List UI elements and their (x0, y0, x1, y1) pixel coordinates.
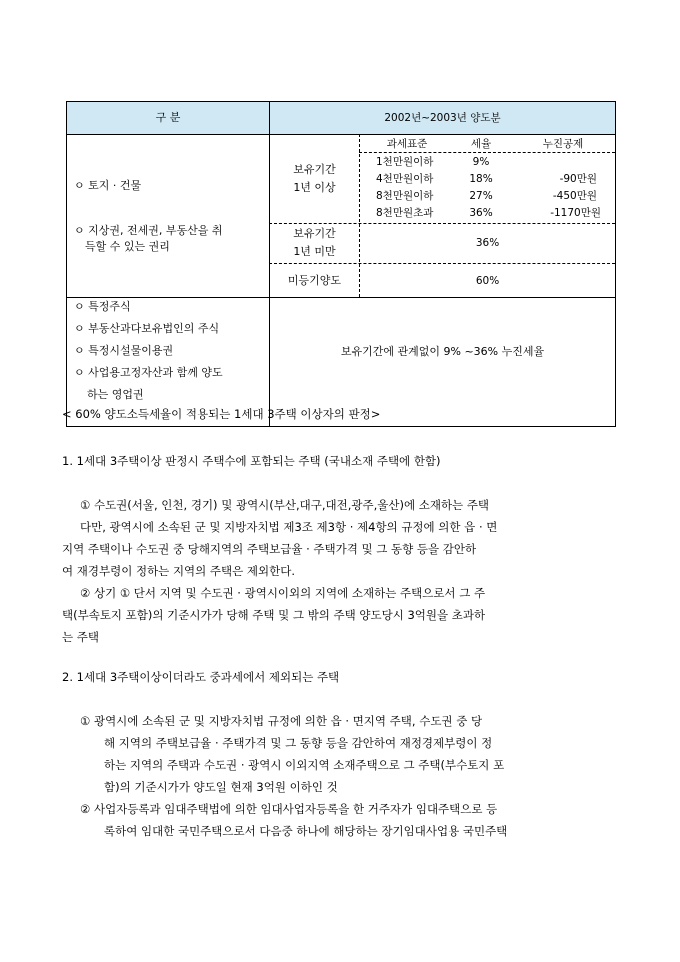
section-1-para-3-line1: ② 상기 ① 단서 지역 및 수도권 · 광역시이외의 지역에 소재하는 주택으로서 그 주 (80, 586, 486, 600)
header-category: 구 분 (155, 111, 181, 124)
section-2-para-1-line4: 함)의 기준시가가 양도일 현재 3억원 이하인 것 (104, 780, 338, 794)
divider (269, 102, 270, 426)
rate-row-base: 4천만원이하 (376, 173, 434, 185)
rate-header-deduction: 누진공제 (542, 138, 584, 150)
section-1-para-1: ① 수도권(서울, 인천, 경기) 및 광역시(부산,대구,대전,광주,울산)에 소재하는 주택 (80, 498, 490, 512)
rate-row-rate: 27% (469, 190, 493, 202)
dashed-divider (359, 152, 615, 153)
rate-row-rate: 9% (472, 156, 490, 168)
tax-rate-table (66, 101, 616, 427)
section-1-para-3-line2: 택(부속토지 포함)의 기준시가가 당해 주택 및 그 밖의 주택 양도당시 3억원을 초과하 (62, 608, 486, 622)
rate-header-base: 과세표준 (386, 138, 428, 150)
section-1-para-2-line3: 여 재경부령이 정하는 지역의 주택은 제외한다. (62, 564, 296, 578)
dashed-divider (269, 223, 615, 224)
section-1-para-2-line2: 지역 주택이나 수도권 중 당해지역의 주택보급율 · 주택가격 및 그 동향 등을 감안하 (62, 542, 477, 556)
rate-row-base: 8천만원이하 (376, 190, 434, 202)
period-long-line1: 보유기간 (293, 163, 336, 176)
item-rights-line1: ㅇ 지상권, 전세권, 부동산을 취 (74, 224, 223, 237)
rate-row-rate: 36% (469, 207, 493, 219)
table-caption: < 60% 양도소득세율이 적용되는 1세대 3주택 이상자의 판정> (62, 407, 381, 421)
item-rights-line2: 득할 수 있는 권리 (85, 240, 170, 253)
item-goodwill-line1: ㅇ 사업용고정자산과 함께 양도 (74, 366, 223, 379)
period-short-line2: 1년 미만 (293, 245, 336, 258)
rate-header-rate: 세율 (470, 138, 492, 150)
rate-row-base: 1천만원이하 (376, 156, 434, 168)
period-long-line2: 1년 이상 (293, 181, 336, 194)
section-1-heading: 1. 1세대 3주택이상 판정시 주택수에 포함되는 주택 (국내소재 주택에 한함) (62, 454, 441, 468)
rate-row-base: 8천만원초과 (376, 207, 434, 219)
dashed-divider (269, 263, 615, 264)
item-facility-membership: ㅇ 특정시설물이용권 (74, 344, 174, 357)
section-2-para-1-line1: ① 광역시에 소속된 군 및 지방자치법 규정에 의한 읍 · 면지역 주택, 수도권 중 당 (80, 714, 483, 728)
section-1-para-3-line3: 는 주택 (62, 630, 99, 644)
item-specific-stock: ㅇ 특정주식 (74, 300, 131, 313)
section-2-para-1-line3: 하는 지역의 주택과 수도권 · 광역시 이외지역 소재주택으로 그 주택(부수토지 포 (104, 758, 505, 772)
item-real-estate-corp-stock: ㅇ 부동산과다보유법인의 주식 (74, 322, 220, 335)
rate-row-deduction: -90만원 (559, 173, 597, 185)
section-2-para-2-line1: ② 사업자등록과 임대주택법에 의한 임대사업자등록을 한 거주자가 임대주택으로 등 (80, 802, 498, 816)
section-2-heading: 2. 1세대 3주택이상이더라도 중과세에서 제외되는 주택 (62, 670, 340, 684)
section-1-para-2-line1: 다만, 광역시에 소속된 군 및 지방자치법 제3조 제3항 · 제4항의 규정에 의한 읍 · 면 (80, 520, 498, 534)
unregistered-label: 미등기양도 (287, 274, 342, 287)
period-short-line1: 보유기간 (293, 227, 336, 240)
header-period: 2002년~2003년 양도분 (384, 112, 501, 124)
section-2-para-2-line2: 록하여 임대한 국민주택으로서 다음중 하나에 해당하는 장기임대사업용 국민주택 (104, 824, 508, 838)
rate-row-deduction: -1170만원 (550, 207, 601, 219)
progressive-rate-text: 보유기간에 관계없이 9% ~36% 누진세율 (340, 345, 545, 358)
section-2-para-1-line2: 해 지역의 주택보급율 · 주택가격 및 그 동향 등을 감안하여 재정경제부령이 정 (104, 736, 493, 750)
divider (67, 297, 615, 298)
unregistered-rate: 60% (475, 275, 500, 287)
rate-row-rate: 18% (469, 173, 493, 185)
item-land-building: ㅇ 토지 · 건물 (74, 179, 142, 192)
item-goodwill-line2: 하는 영업권 (87, 388, 144, 401)
rate-row-deduction: -450만원 (552, 190, 597, 202)
period-short-rate: 36% (475, 237, 500, 249)
dashed-divider (359, 134, 360, 297)
